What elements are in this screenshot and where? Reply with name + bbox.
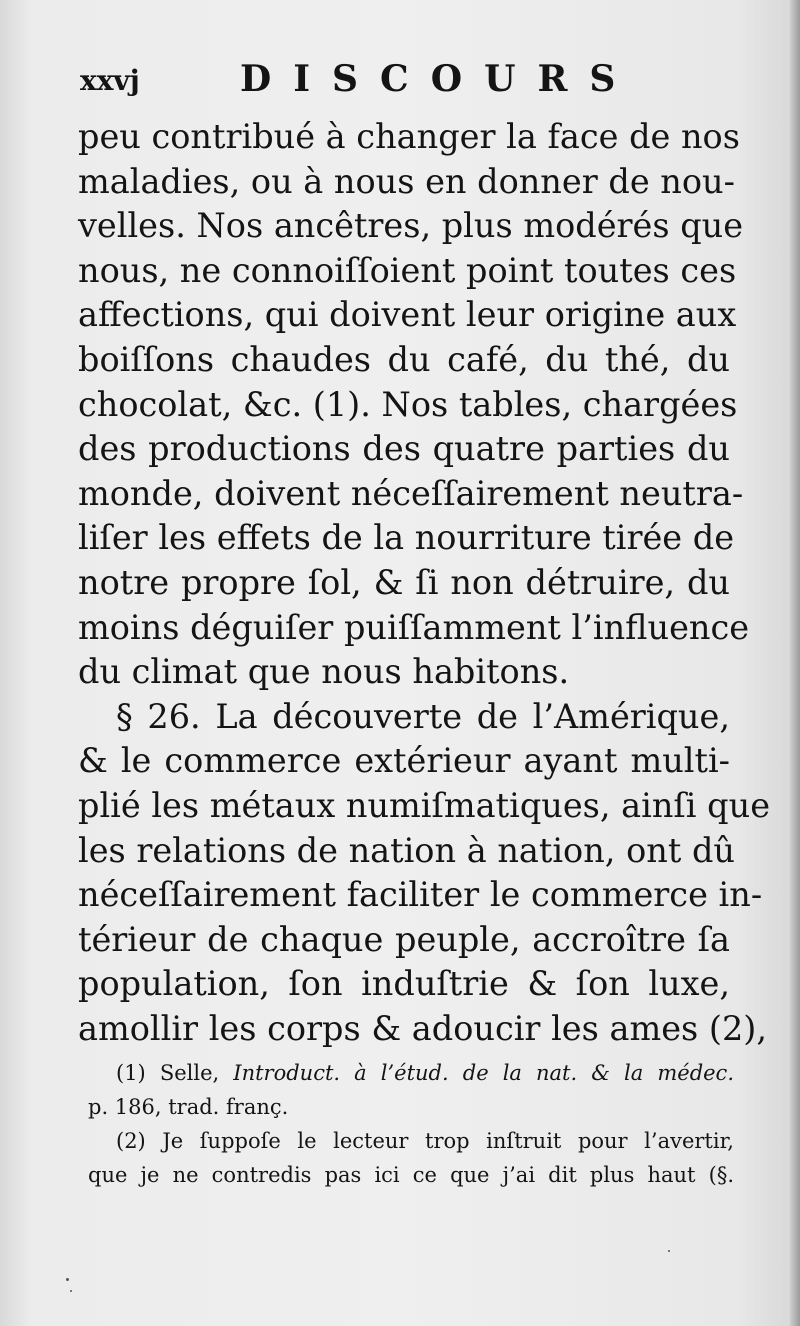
text-line: boiſſons chaudes du café, du thé, du: [78, 339, 730, 379]
page-header: [80, 58, 730, 108]
text-line: maladies, ou à nous en donner de nou-: [78, 161, 735, 201]
speck: [70, 1290, 72, 1292]
footnote-2-continuation: que je ne contredis pas ici ce que j’ai dit plus haut (§.: [88, 1163, 734, 1187]
footnote-1-author: Selle,: [159, 1061, 220, 1085]
footnote-1-continuation: p. 186, trad. franç.: [88, 1095, 289, 1119]
text-line: des productions des quatre parties du: [78, 429, 730, 469]
text-line: velles. Nos ancêtres, plus modérés que: [78, 206, 744, 246]
page-edge-shadow: [790, 0, 800, 1326]
text-line: notre propre ſol, & ſi non détruire, du: [78, 562, 730, 602]
text-line: & le commerce extérieur ayant multi-: [78, 741, 730, 781]
text-line: néceſſairement faciliter le commerce in-: [78, 875, 763, 915]
footnotes: [88, 1056, 734, 1192]
text-line: population, ſon induſtrie & ſon luxe,: [78, 964, 730, 1004]
text-line: liſer les effets de la nourriture tirée de: [78, 518, 735, 558]
text-line: les relations de nation à nation, ont dû: [78, 830, 735, 870]
text-line: térieur de chaque peuple, accroître ſa: [78, 919, 730, 959]
footnote-1: [88, 1056, 734, 1090]
text-line: amollir les corps & adoucir les ames (2),: [78, 1008, 767, 1048]
text-line: monde, doivent néceſſairement neutra-: [78, 473, 744, 513]
text-line: chocolat, &c. (1). Nos tables, chargées: [78, 384, 738, 424]
page-number: xxvj: [80, 64, 140, 97]
footnote-1-title: Introduct. à l’étud. de la nat. & la médec.: [233, 1061, 734, 1085]
text-line: affections, qui doivent leur origine aux: [78, 295, 737, 335]
text-line: du climat que nous habitons.: [78, 652, 570, 692]
text-line: peu contribué à changer la face de nos: [78, 117, 740, 156]
text-line: moins déguiſer puiſſamment l’influence: [78, 607, 750, 647]
speck: [668, 1250, 670, 1252]
text-line: nous, ne connoiſſoient point toutes ces: [78, 250, 737, 290]
text-line: plié les métaux numiſmatiques, ainſi que: [78, 785, 771, 825]
section-heading-line: § 26. La découverte de l’Amérique,: [116, 696, 730, 736]
running-title: DISCOURS: [240, 58, 638, 100]
speck: [66, 1278, 69, 1281]
footnote-2: (2) Je ſuppoſe le lecteur trop inſtruit pour l’avertir,: [116, 1129, 734, 1153]
footnote-1-mark: (1): [116, 1061, 146, 1085]
main-text: [78, 115, 771, 1051]
